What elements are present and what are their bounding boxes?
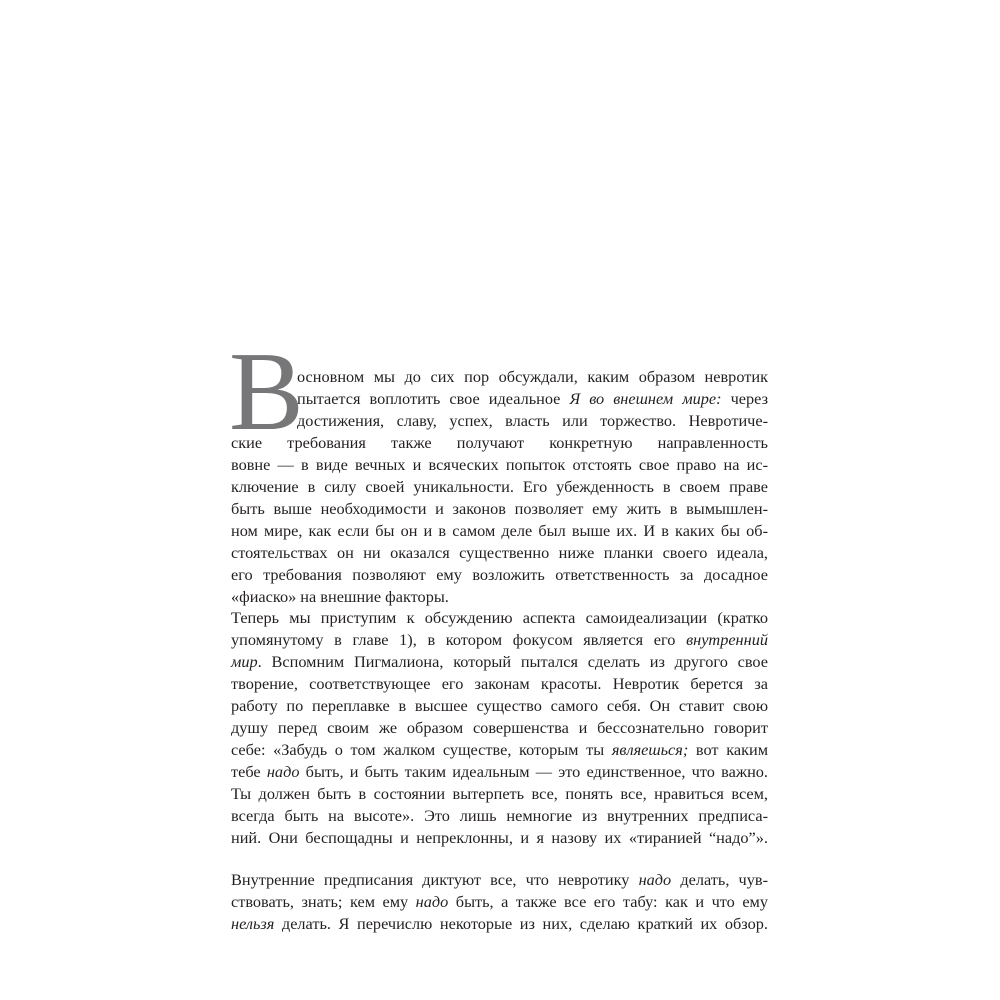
text-line: ном мире, как если бы он и в самом деле был выше их. И в каких бы об-	[231, 521, 768, 540]
text-line: себе: «Забудь о том жалком существе, которым ты являешься; вот каким	[231, 740, 769, 759]
text-line: ключение в силу своей уникальности. Его убежденность в своем праве	[231, 477, 768, 496]
text-line: нельзя делать. Я перечислю некоторые из них, сделаю краткий их обзор.	[231, 914, 768, 933]
text-line: «фиаско» на внешние факторы.	[231, 587, 449, 606]
text-line: Ты должен быть в состоянии вытерпеть все, понять все, нравиться всем,	[231, 784, 768, 803]
text-line: творение, соответствующее его законам красоты. Невротик берется за	[231, 674, 768, 693]
text-line: тебе надо быть, и быть таким идеальным — это единственное, что важно.	[231, 762, 768, 781]
text-line: упомянутому в главе 1), в котором фокусом является его внутренний	[231, 630, 768, 649]
text-line: его требования позволяют ему возложить ответственность за досадное	[231, 565, 768, 584]
text-line: работу по переплавке в высшее существо самого себя. Он ставит свою	[231, 696, 768, 715]
text-line: ствовать, знать; кем ему надо быть, а также все его табу: как и что ему	[231, 892, 768, 911]
text-line: ские требования также получают конкретную направленность	[231, 433, 768, 452]
text-line: мир. Вспомним Пигмалиона, который пытался сделать из другого свое	[231, 652, 768, 671]
text-line: стоятельствах он ни оказался существенно ниже планки своего идеала,	[231, 543, 768, 562]
text-line: достижения, славу, успех, власть или торжество. Невротиче-	[297, 411, 768, 430]
text-line: пытается воплотить свое идеальное Я во внешнем мире: через	[297, 389, 768, 408]
text-line: ний. Они беспощадны и непреклонны, и я назову их «тиранией “надо”».	[231, 828, 768, 847]
text-line: основном мы до сих пор обсуждали, каким образом невротик	[297, 367, 768, 386]
text-line: всегда быть на высоте». Это лишь немногие из внутренних предписа-	[231, 806, 768, 825]
text-line: вовне — в виде вечных и всяческих попыток отстоять свое право на ис-	[231, 455, 768, 474]
text-line: Внутренние предписания диктуют все, что невротику надо делать, чув-	[231, 870, 768, 889]
text-line: быть выше необходимости и законов позволяет ему жить в вымышлен-	[231, 499, 768, 518]
text-line: душу перед своим же образом совершенства и бессознательно говорит	[231, 718, 768, 737]
drop-cap: В	[229, 330, 304, 454]
text-line: Теперь мы приступим к обсуждению аспекта самоидеализации (кратко	[231, 608, 768, 627]
